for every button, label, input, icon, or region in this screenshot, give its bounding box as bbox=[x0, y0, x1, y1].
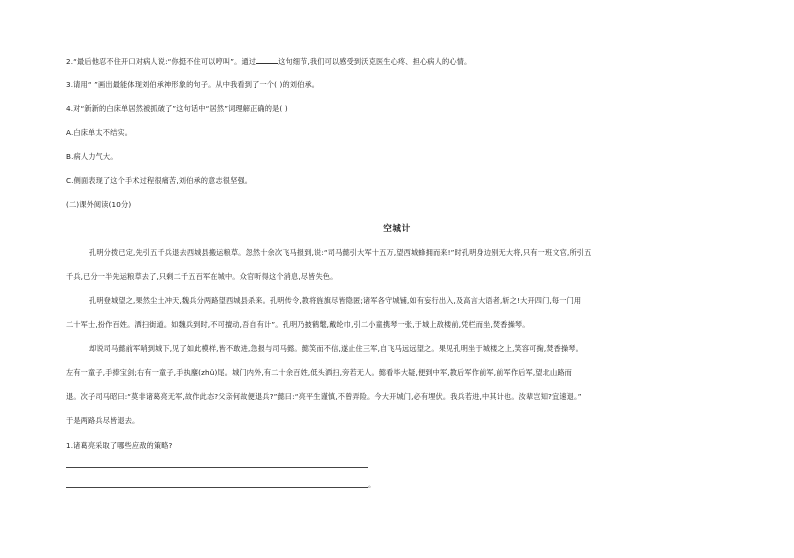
question-1: 1.诸葛亮采取了哪些应敌的策略? bbox=[66, 441, 173, 450]
answer-line-1[interactable] bbox=[66, 467, 368, 468]
paragraph-3-line-2: 左有一童子,手捧宝剑;右有一童子,手执麈(zhǔ)尾。城门内外,有二十余百姓,低头洒扫,旁若无人。懿看毕大疑,便到中军,教后军作前军,前军作后军,望北山路而 bbox=[66, 368, 572, 377]
answer-line-2[interactable] bbox=[66, 487, 368, 488]
option-b: B.病人力气大。 bbox=[66, 152, 118, 161]
answer-period: 。 bbox=[368, 480, 376, 489]
paragraph-2-line-1: 孔明登城望之,果然尘土冲天,魏兵分两路望西城县杀来。孔明传令,教将旌旗尽皆隐匿;诸军各守城铺,如有妄行出入,及高言大语者,斩之!大开四门,每一门用 bbox=[89, 296, 582, 305]
question-4: 4.对“新新的白床单居然被抓破了”这句话中“居然”词理解正确的是( ) bbox=[66, 104, 288, 113]
paragraph-3-line-3: 退。次子司马昭曰:“莫非诸葛亮无军,故作此态?父亲何故便退兵?”懿曰:“亮平生谨慎,不曾弄险。今大开城门,必有埋伏。我兵若进,中其计也。汝辈岂知?宜速退。” bbox=[66, 392, 582, 401]
passage-title: 空城计 bbox=[383, 224, 411, 234]
paragraph-1-line-2: 千兵,已分一半先运粮草去了,只剩二千五百军在城中。众官听得这个消息,尽皆失色。 bbox=[66, 272, 338, 281]
section-heading: (二)课外阅读(10分) bbox=[66, 200, 132, 209]
paragraph-3-line-1: 却说司马懿前军哨到城下,见了如此模样,皆不敢进,急报与司马懿。懿笑而不信,遂止住三军,自飞马远远望之。果见孔明坐于城楼之上,笑容可掬,焚香操琴。 bbox=[89, 344, 583, 353]
question-2 bbox=[66, 56, 471, 67]
question-3: 3.请用“ ”画出最能体现刘伯承神形象的句子。从中我看到了一个( )的刘伯承。 bbox=[66, 80, 320, 89]
answer-blank[interactable] bbox=[256, 56, 278, 64]
option-c: C.侧面表现了这个手术过程很痛苦,刘伯承的意志很坚强。 bbox=[66, 176, 253, 185]
option-a: A.白床单太不结实。 bbox=[66, 128, 133, 137]
question-2-before: 2.“最后他忍不住开口对病人说:“你挺不住可以哼叫”。通过 bbox=[66, 57, 257, 66]
paragraph-3-line-4: 于是两路兵尽皆退去。 bbox=[66, 416, 140, 425]
paragraph-2-line-2: 二十军士,扮作百姓。洒扫街道。如魏兵到时,不可擅动,吾自有计”。孔明乃披鹤氅,戴纶巾,引二小童携琴一张,于城上敌楼前,凭栏而坐,焚香操琴。 bbox=[66, 320, 530, 329]
paragraph-1-line-1: 孔明分拨已定,先引五千兵退去西城县搬运粮草。忽然十余次飞马报到,说:“司马懿引大军十五万,望西城蜂拥而来!”时孔明身边别无大将,只有一班文官,所引五 bbox=[89, 248, 592, 257]
question-2-after: 这句细节,我们可以感受到沃克医生心疼、担心病人的心情。 bbox=[278, 57, 472, 66]
